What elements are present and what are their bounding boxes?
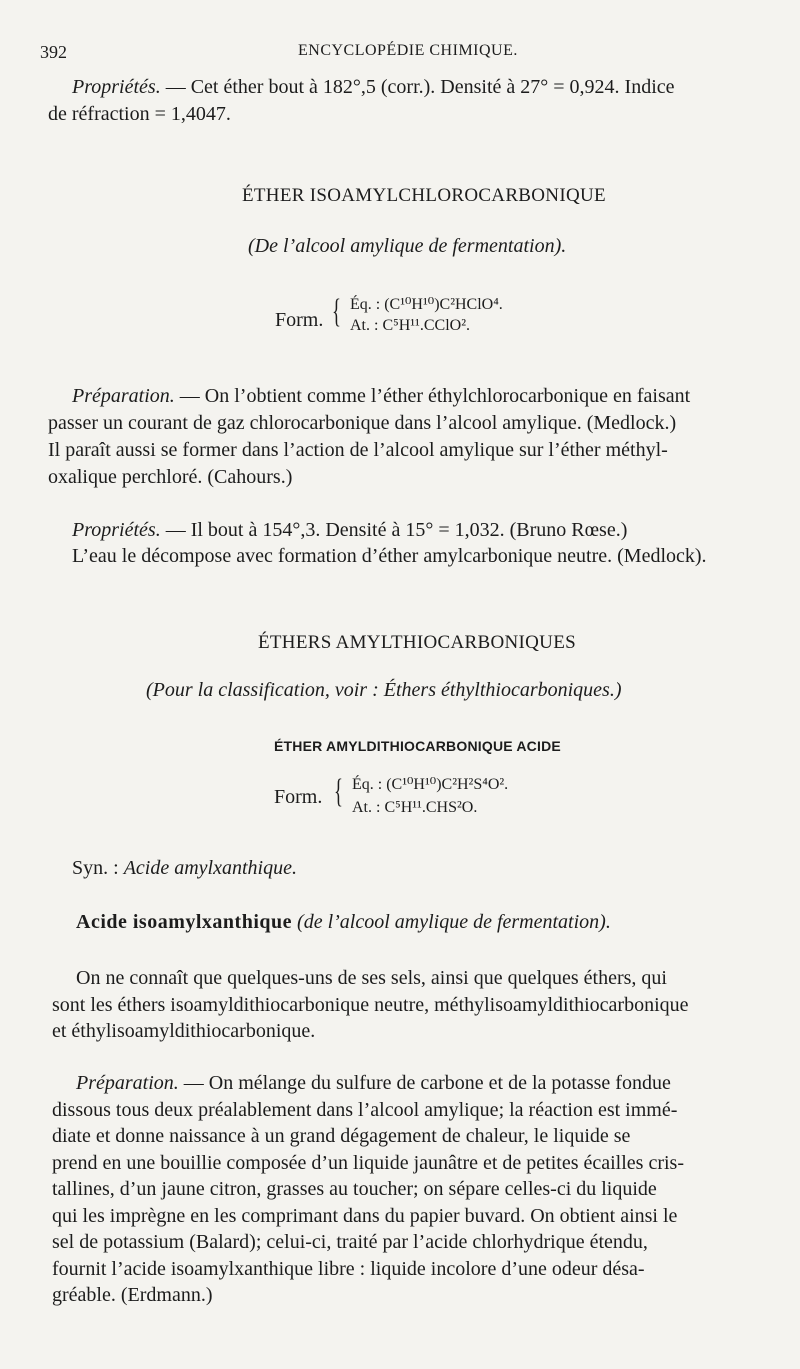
- formula-equivalent: Éq. : (C¹⁰H¹⁰)C²HClO⁴.: [350, 296, 503, 313]
- page-number: 392: [40, 42, 67, 62]
- prep2-line-3: diate et donne naissance à un grand dégagement de chaleur, le liquide se: [52, 1125, 631, 1147]
- properties-label-2: Propriétés.: [72, 519, 161, 541]
- formula-brace-2: {: [334, 773, 343, 810]
- section-title-amylthiocarboniques: ÉTHERS AMYLTHIOCARBONIQUES: [258, 632, 576, 653]
- prep2-line-4: prend en une bouillie composée d’un liquide jaunâtre et de petites écailles cris-: [52, 1152, 684, 1174]
- preparation-line-2: passer un courant de gaz chlorocarbonique dans l’alcool amylique. (Medlock.): [48, 412, 677, 434]
- synonym-value: Acide amylxanthique.: [123, 857, 297, 879]
- properties-label: Propriétés.: [72, 76, 161, 98]
- prep2-line-8: fournit l’acide isoamylxanthique libre : liquide incolore d’une odeur désa-: [52, 1258, 645, 1280]
- properties-text: — Cet éther bout à 182°,5 (corr.). Densité à 27° = 0,924. Indice: [160, 76, 675, 98]
- prep2-line-1: Préparation. — On mélange du sulfure de carbone et de la potasse fondue: [76, 1072, 671, 1094]
- prep2-line-9: gréable. (Erdmann.): [52, 1284, 213, 1306]
- properties-line-2: L’eau le décompose avec formation d’éther amylcarbonique neutre. (Medlock).: [72, 545, 707, 567]
- prep2-line-7: sel de potassium (Balard); celui-ci, traité par l’acide chlorhydrique étendu,: [52, 1231, 648, 1253]
- preparation-label: Préparation.: [72, 385, 175, 407]
- paragraph-line-3: et éthylisoamyldithiocarbonique.: [52, 1020, 316, 1042]
- subheading-amyldithiocarbonique: ÉTHER AMYLDITHIOCARBONIQUE ACIDE: [274, 738, 561, 754]
- acid-title: Acide isoamylxanthique: [76, 911, 293, 933]
- prep2-line-5: tallines, d’un jaune citron, grasses au toucher; on sépare celles-ci du liquide: [52, 1178, 657, 1200]
- formula-brace: {: [332, 293, 341, 330]
- prep2-line-6: qui les imprègne en les comprimant dans du papier buvard. On obtient ainsi le: [52, 1205, 678, 1227]
- preparation-line-4: oxalique perchloré. (Cahours.): [48, 466, 293, 488]
- synonym-label: Syn. :: [72, 857, 119, 879]
- properties-line-1: Propriétés. — Il bout à 154°,3. Densité à 15° = 1,032. (Bruno Rœse.): [72, 519, 628, 541]
- prep2-line-2: dissous tous deux préalablement dans l’alcool amylique; la réaction est immé-: [52, 1099, 678, 1121]
- properties-paragraph-line-1: [72, 75, 675, 100]
- properties-paragraph-line-2: de réfraction = 1,4047.: [48, 103, 231, 125]
- preparation-label-2: Préparation.: [76, 1072, 179, 1094]
- section-title-isoamylchlorocarbonique: ÉTHER ISOAMYLCHLOROCARBONIQUE: [242, 185, 606, 206]
- section3-subtitle: (Pour la classification, voir : Éthers éthylthiocarboniques.): [146, 679, 622, 701]
- acid-title-line: [76, 910, 611, 935]
- acid-title-note: (de l’alcool amylique de fermentation).: [297, 911, 611, 933]
- paragraph-line-1: On ne connaît que quelques-uns de ses sels, ainsi que quelques éthers, qui: [76, 967, 667, 989]
- section-subtitle: (De l’alcool amylique de fermentation).: [248, 235, 567, 257]
- paragraph-line-2: sont les éthers isoamyldithiocarbonique neutre, méthylisoamyldithiocarbonique: [52, 994, 689, 1016]
- formula-label-2: Form.: [274, 786, 323, 808]
- formula-atomic-2: At. : C⁵H¹¹.CHS²O.: [352, 799, 478, 816]
- running-title: ENCYCLOPÉDIE CHIMIQUE.: [298, 42, 518, 59]
- synonym-line: [72, 856, 297, 881]
- formula-equivalent-2: Éq. : (C¹⁰H¹⁰)C²H²S⁴O².: [352, 776, 509, 793]
- preparation-line-1: Préparation. — On l’obtient comme l’éther éthylchlorocarbonique en faisant: [72, 385, 691, 407]
- formula-label: Form.: [275, 309, 324, 331]
- formula-atomic: At. : C⁵H¹¹.CClO².: [350, 317, 470, 334]
- preparation-line-3: Il paraît aussi se former dans l’action de l’alcool amylique sur l’éther méthyl-: [48, 439, 668, 461]
